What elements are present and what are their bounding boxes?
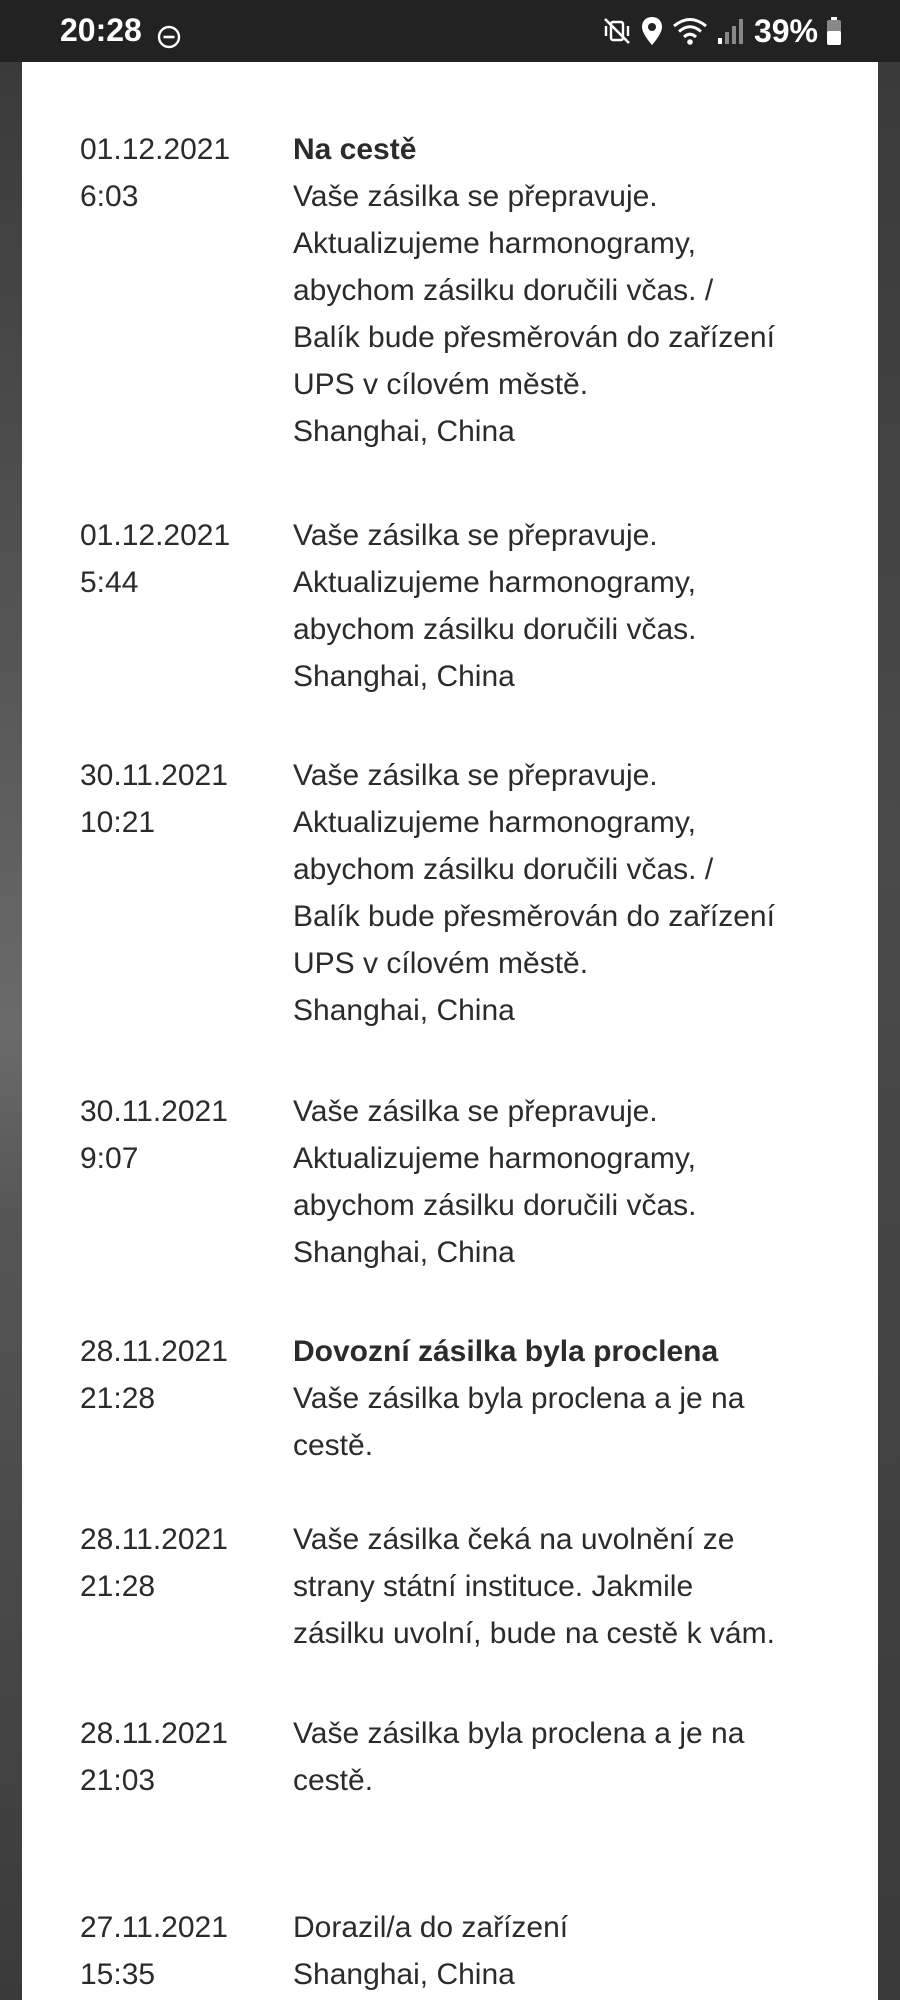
battery-icon <box>826 16 842 46</box>
event-text-line: abychom zásilku doručili včas. <box>293 1189 697 1222</box>
event-datetime <box>80 512 280 606</box>
event-time: 21:28 <box>80 1570 156 1603</box>
event-datetime <box>80 1088 280 1182</box>
event-datetime <box>80 126 280 220</box>
status-icons <box>602 14 842 48</box>
event-description <box>293 752 853 1034</box>
event-text-line: Aktualizujeme harmonogramy, <box>293 566 696 599</box>
event-time: 5:44 <box>80 566 139 599</box>
event-text-line: abychom zásilku doručili včas. / <box>293 274 714 307</box>
event-text-line: Vaše zásilka se přepravuje. <box>293 759 658 792</box>
event-text-line: Shanghai, China <box>293 1236 515 1269</box>
event-text-line: UPS v cílovém městě. <box>293 947 589 980</box>
event-datetime <box>80 1710 280 1804</box>
event-description <box>293 1328 853 1469</box>
event-text-line: Balík bude přesměrován do zařízení <box>293 900 775 933</box>
status-bar <box>0 0 900 62</box>
event-text-line: Shanghai, China <box>293 660 515 693</box>
event-text-line: strany státní instituce. Jakmile <box>293 1570 694 1603</box>
event-text-line: Shanghai, China <box>293 1958 515 1991</box>
event-datetime <box>80 1328 280 1422</box>
tracking-history-panel[interactable] <box>22 62 878 2000</box>
event-title: Na cestě <box>293 133 417 166</box>
event-text-line: abychom zásilku doručili včas. / <box>293 853 714 886</box>
event-description <box>293 126 853 455</box>
event-text-line: Vaše zásilka byla proclena a je na <box>293 1717 745 1750</box>
event-text-line: cestě. <box>293 1764 374 1797</box>
event-description <box>293 1516 853 1657</box>
signal-icon <box>716 16 744 46</box>
event-description <box>293 1710 853 1804</box>
wifi-icon <box>672 16 708 46</box>
event-title: Dovozní zásilka byla proclena <box>293 1335 719 1368</box>
event-date: 28.11.2021 <box>80 1717 228 1750</box>
event-date: 30.11.2021 <box>80 759 228 792</box>
do-not-disturb-icon <box>157 25 181 49</box>
event-text-line: Aktualizujeme harmonogramy, <box>293 806 696 839</box>
event-text-line: abychom zásilku doručili včas. <box>293 613 697 646</box>
event-text-line: cestě. <box>293 1429 374 1462</box>
event-text-line: Vaše zásilka se přepravuje. <box>293 519 658 552</box>
event-text-line: Shanghai, China <box>293 415 515 448</box>
event-date: 28.11.2021 <box>80 1523 228 1556</box>
event-text-line: Aktualizujeme harmonogramy, <box>293 227 696 260</box>
event-text-line: Vaše zásilka čeká na uvolnění ze <box>293 1523 735 1556</box>
event-text-line: Vaše zásilka se přepravuje. <box>293 180 658 213</box>
event-datetime <box>80 1904 280 1998</box>
background-overlay-left <box>0 62 22 2000</box>
battery-percent: 39% <box>753 13 818 49</box>
event-time: 21:03 <box>80 1764 156 1797</box>
event-date: 01.12.2021 <box>80 133 231 166</box>
event-description <box>293 1088 853 1276</box>
event-datetime <box>80 752 280 846</box>
event-time: 15:35 <box>80 1958 156 1991</box>
event-time: 6:03 <box>80 180 139 213</box>
location-icon <box>640 16 664 46</box>
event-date: 28.11.2021 <box>80 1335 228 1368</box>
event-time: 10:21 <box>80 806 156 839</box>
event-text-line: Dorazil/a do zařízení <box>293 1911 569 1944</box>
event-text-line: Vaše zásilka byla proclena a je na <box>293 1382 745 1415</box>
event-text-line: Shanghai, China <box>293 994 515 1027</box>
event-time: 21:28 <box>80 1382 156 1415</box>
event-datetime <box>80 1516 280 1610</box>
event-description <box>293 512 853 700</box>
vibrate-mute-icon <box>602 16 632 46</box>
event-description <box>293 1904 853 1998</box>
event-text-line: Aktualizujeme harmonogramy, <box>293 1142 696 1175</box>
event-date: 27.11.2021 <box>80 1911 228 1944</box>
background-overlay-right <box>878 62 900 2000</box>
event-time: 9:07 <box>80 1142 139 1175</box>
event-date: 30.11.2021 <box>80 1095 228 1128</box>
status-time: 20:28 <box>60 12 142 48</box>
event-text-line: Balík bude přesměrován do zařízení <box>293 321 775 354</box>
event-text-line: Vaše zásilka se přepravuje. <box>293 1095 658 1128</box>
event-text-line: zásilku uvolní, bude na cestě k vám. <box>293 1617 775 1650</box>
event-date: 01.12.2021 <box>80 519 231 552</box>
event-text-line: UPS v cílovém městě. <box>293 368 589 401</box>
